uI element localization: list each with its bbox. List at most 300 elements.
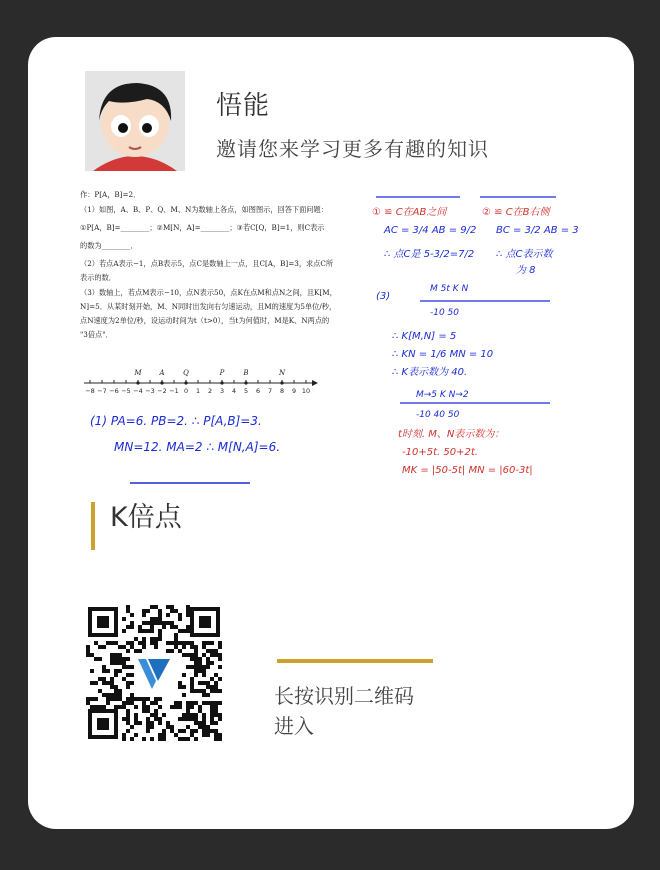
qr-module — [126, 701, 130, 705]
tick-label: 1 — [195, 387, 201, 395]
tick-label: −4 — [133, 387, 143, 395]
qr-module — [166, 649, 170, 653]
qr-module — [114, 685, 118, 689]
qr-module — [94, 705, 98, 709]
qr-module — [102, 705, 106, 709]
qr-module — [150, 701, 154, 705]
qr-module — [174, 609, 178, 613]
qr-module — [122, 705, 126, 709]
qr-module — [114, 641, 118, 645]
axis-point-label: B — [243, 369, 249, 377]
qr-module — [150, 713, 154, 717]
qr-module — [194, 653, 198, 657]
qr-module — [150, 737, 154, 741]
qr-module — [122, 617, 126, 621]
qr-module — [202, 645, 206, 649]
qr-module — [194, 661, 198, 665]
qr-module — [146, 705, 150, 709]
handwriting-line: ② ≌ C在B右侧 — [482, 207, 550, 218]
qr-module — [130, 693, 134, 697]
qr-module — [214, 685, 218, 689]
qr-module — [210, 701, 214, 705]
qr-module — [210, 709, 214, 713]
qr-module — [218, 713, 222, 717]
article-preview-image[interactable] — [80, 187, 580, 476]
qr-module — [142, 701, 146, 705]
qr-module — [150, 721, 154, 725]
qr-module — [174, 705, 178, 709]
qr-module — [142, 637, 146, 641]
qr-module — [130, 725, 134, 729]
handwriting-line: M 5t K N — [430, 284, 469, 294]
qr-module — [122, 661, 126, 665]
qr-module — [114, 661, 118, 665]
qr-module — [210, 705, 214, 709]
hint-divider — [277, 659, 433, 663]
qr-module — [178, 617, 182, 621]
qr-module — [106, 681, 110, 685]
tick-label: −6 — [109, 387, 119, 395]
qr-module — [142, 621, 146, 625]
axis-point — [184, 381, 187, 384]
qr-module — [150, 637, 154, 641]
qr-module — [114, 689, 118, 693]
qr-module — [186, 705, 190, 709]
qr-module — [182, 673, 186, 677]
qr-module — [162, 625, 166, 629]
qr-module — [130, 621, 134, 625]
qr-module — [198, 725, 202, 729]
qr-module — [158, 637, 162, 641]
share-card — [28, 37, 634, 829]
qr-module — [114, 657, 118, 661]
qr-module — [190, 681, 194, 685]
qr-module — [126, 709, 130, 713]
axis-point — [136, 381, 139, 384]
qr-module — [218, 701, 222, 705]
qr-module — [174, 645, 178, 649]
qr-module — [86, 653, 90, 657]
axis-point-label: A — [159, 369, 165, 377]
qr-module — [186, 625, 190, 629]
qr-module — [122, 717, 126, 721]
tick-label: −1 — [169, 387, 179, 395]
qr-module — [186, 609, 190, 613]
tick-label: 10 — [301, 387, 311, 395]
qr-module — [202, 681, 206, 685]
qr-module — [186, 701, 190, 705]
qr-module — [142, 613, 146, 617]
problem-line: 表示的数． — [80, 273, 116, 282]
qr-module — [194, 689, 198, 693]
qr-module — [138, 625, 142, 629]
qr-module — [198, 665, 202, 669]
qr-module — [198, 681, 202, 685]
qr-module — [206, 685, 210, 689]
qr-module — [206, 665, 210, 669]
handwriting-line: MN=12. MA=2 ∴ M[N,A]=6. — [114, 440, 281, 454]
qr-module — [94, 641, 98, 645]
qr-module — [126, 625, 130, 629]
qr-module — [166, 725, 170, 729]
qr-module — [202, 689, 206, 693]
qr-module — [90, 705, 94, 709]
qr-module — [210, 641, 214, 645]
qr-module — [126, 681, 130, 685]
qr-module — [106, 641, 110, 645]
tick-label: 2 — [207, 387, 213, 395]
qr-module — [98, 705, 102, 709]
qr-module — [186, 653, 190, 657]
qr-module — [182, 629, 186, 633]
qr-module — [114, 697, 118, 701]
qr-module — [138, 649, 142, 653]
qr-module — [158, 609, 162, 613]
qr-module — [202, 713, 206, 717]
qr-module — [134, 705, 138, 709]
qr-module — [202, 701, 206, 705]
qr-module — [118, 697, 122, 701]
handwriting-line: (3) — [376, 291, 391, 302]
tick-label: 3 — [219, 387, 225, 395]
qr-module — [122, 657, 126, 661]
qr-module — [202, 653, 206, 657]
qr-module — [182, 653, 186, 657]
qr-module — [190, 645, 194, 649]
qr-module — [86, 645, 90, 649]
qr-module — [210, 677, 214, 681]
qr-module — [130, 625, 134, 629]
qr-module — [118, 657, 122, 661]
qr-module — [130, 737, 134, 741]
qr-module — [206, 681, 210, 685]
tick-label: −5 — [121, 387, 131, 395]
qr-module — [130, 673, 134, 677]
qr-module — [114, 673, 118, 677]
problem-line: ①P[A，B]=________；②M[N，A]=________；③若C[Q，B]=1，则C表示 — [80, 223, 325, 232]
qr-module — [90, 681, 94, 685]
qr-module — [146, 721, 150, 725]
tick-label: −2 — [157, 387, 167, 395]
qr-module — [158, 617, 162, 621]
tick-label: 5 — [243, 387, 249, 395]
qr-module — [94, 657, 98, 661]
handwriting-line: ∴ 点C是 5-3/2=7/2 — [384, 249, 475, 260]
qr-module — [178, 641, 182, 645]
qr-module — [214, 721, 218, 725]
qr-module — [214, 649, 218, 653]
qr-module — [206, 693, 210, 697]
qr-module — [126, 665, 130, 669]
qr-module — [110, 681, 114, 685]
qr-module — [102, 693, 106, 697]
tick-label: 0 — [183, 387, 189, 395]
qr-module — [166, 621, 170, 625]
qr-module — [142, 629, 146, 633]
qr-module — [170, 609, 174, 613]
qr-module — [126, 729, 130, 733]
article-title: K倍点 — [110, 502, 182, 533]
qr-module — [126, 697, 130, 701]
math-notes-illustration — [80, 187, 580, 476]
qr-module — [194, 701, 198, 705]
qr-module — [174, 633, 178, 637]
qr-module — [110, 697, 114, 701]
qr-module — [146, 697, 150, 701]
handwriting-line: (1) PA=6. PB=2. ∴ P[A,B]=3. — [90, 414, 262, 428]
qr-module — [134, 717, 138, 721]
qr-module — [218, 657, 222, 661]
avatar[interactable] — [85, 71, 185, 171]
title-accent-bar — [91, 502, 95, 550]
qr-module — [158, 621, 162, 625]
qr-module — [178, 649, 182, 653]
qr-module — [102, 677, 106, 681]
qr-module — [158, 733, 162, 737]
tick-label: −3 — [145, 387, 155, 395]
qr-module — [114, 653, 118, 657]
qr-module — [150, 641, 154, 645]
axis-point-label: N — [278, 369, 286, 377]
qr-module — [186, 665, 190, 669]
axis-point-label: Q — [183, 369, 189, 377]
qr-module — [190, 685, 194, 689]
qr-module — [214, 737, 218, 741]
qr-module — [210, 689, 214, 693]
qr-module — [198, 709, 202, 713]
qr-module — [106, 669, 110, 673]
qr-module — [110, 641, 114, 645]
qr-module — [122, 677, 126, 681]
qr-module — [118, 653, 122, 657]
qr-module — [146, 609, 150, 613]
qr-module — [206, 733, 210, 737]
qr-module — [98, 677, 102, 681]
profile-name: 悟能 — [216, 91, 271, 121]
qr-module — [130, 665, 134, 669]
qr-module — [142, 737, 146, 741]
qr-module — [126, 713, 130, 717]
qr-module — [158, 629, 162, 633]
qr-module — [122, 737, 126, 741]
qr-module — [170, 705, 174, 709]
qr-module — [106, 693, 110, 697]
qr-module — [206, 661, 210, 665]
qr-module — [186, 641, 190, 645]
handwriting-line: BC = 3/2 AB = 3 — [496, 225, 579, 236]
qr-module — [214, 705, 218, 709]
qr-module — [210, 717, 214, 721]
qr-module — [130, 701, 134, 705]
axis-point — [220, 381, 223, 384]
tick-label: 4 — [231, 387, 237, 395]
qr-module — [154, 621, 158, 625]
qr-module — [146, 725, 150, 729]
qr-module — [154, 713, 158, 717]
qr-module — [130, 613, 134, 617]
qr-module — [142, 609, 146, 613]
handwriting-line: M→5 K N→2 — [416, 390, 469, 400]
qr-module — [218, 689, 222, 693]
qr-module — [218, 665, 222, 669]
qr-module — [198, 721, 202, 725]
qr-module — [98, 689, 102, 693]
qr-module — [150, 605, 154, 609]
qr-module — [214, 681, 218, 685]
qr-module — [154, 637, 158, 641]
handwriting-line: -10+5t. 50+2t. — [402, 447, 478, 458]
qr-module — [158, 737, 162, 741]
qr-module — [178, 701, 182, 705]
handwriting-line: -10 40 50 — [416, 410, 460, 420]
qr-module — [90, 697, 94, 701]
handwriting-line: AC = 3/4 AB = 9/2 — [384, 225, 477, 236]
qr-module — [114, 705, 118, 709]
qr-module — [114, 693, 118, 697]
qr-module — [102, 665, 106, 669]
handwriting-line: t时刻. M、N表示数为： — [398, 429, 505, 440]
qr-module — [194, 729, 198, 733]
qr-module — [146, 629, 150, 633]
qr-module — [86, 701, 90, 705]
qr-module — [98, 645, 102, 649]
qr-module — [186, 709, 190, 713]
qr-module — [126, 717, 130, 721]
qr-module — [106, 701, 110, 705]
tick-label: −7 — [97, 387, 107, 395]
qr-module — [214, 701, 218, 705]
qr-module — [218, 653, 222, 657]
qr-module — [126, 641, 130, 645]
qr-module — [194, 657, 198, 661]
qr-module — [190, 657, 194, 661]
qr-module — [178, 685, 182, 689]
handwriting-line: ① ≌ C在AB之间 — [372, 207, 447, 218]
qr-module — [154, 701, 158, 705]
qr-module — [202, 665, 206, 669]
qr-module — [162, 737, 166, 741]
qr-module — [150, 629, 154, 633]
qr-module — [130, 641, 134, 645]
qr-module — [194, 737, 198, 741]
qr-module — [198, 669, 202, 673]
tick-label: 8 — [279, 387, 285, 395]
qr-module — [182, 693, 186, 697]
qr-module — [162, 733, 166, 737]
qr-module — [178, 737, 182, 741]
qr-module — [118, 669, 122, 673]
axis-point-label: P — [219, 369, 225, 377]
qr-module — [162, 621, 166, 625]
qr-module — [194, 717, 198, 721]
qr-module — [210, 649, 214, 653]
qr-module — [170, 729, 174, 733]
qr-module — [202, 717, 206, 721]
qr-module — [158, 721, 162, 725]
qr-module — [210, 653, 214, 657]
qr-module — [206, 725, 210, 729]
qr-module — [210, 661, 214, 665]
qr-module — [218, 717, 222, 721]
qr-module — [218, 641, 222, 645]
problem-line: 的数为________． — [80, 241, 138, 250]
qr-module — [194, 669, 198, 673]
qr-module — [186, 737, 190, 741]
qr-module — [210, 713, 214, 717]
qr-module — [122, 629, 126, 633]
qr-module — [190, 733, 194, 737]
qr-module — [118, 661, 122, 665]
qr-module — [138, 629, 142, 633]
qr-module — [190, 689, 194, 693]
qr-module — [158, 633, 162, 637]
qr-module — [154, 645, 158, 649]
qr-module — [154, 617, 158, 621]
qr-module — [118, 705, 122, 709]
qr-module — [134, 637, 138, 641]
qr-module — [150, 617, 154, 621]
qr-module — [146, 729, 150, 733]
qr-module — [122, 645, 126, 649]
qr-module — [134, 733, 138, 737]
problem-line: 点N速度为2单位/秒，设运动时间为t（t>0），当t为何值时，M是K、N两点的 — [80, 316, 330, 325]
qr-module — [198, 657, 202, 661]
qr-module — [142, 705, 146, 709]
qr-code[interactable] — [86, 605, 222, 741]
qr-module — [110, 661, 114, 665]
qr-module — [158, 717, 162, 721]
profile-subtitle: 邀请您来学习更多有趣的知识 — [216, 137, 489, 161]
qr-module — [154, 709, 158, 713]
tick-label: 7 — [267, 387, 273, 395]
qr-module — [202, 693, 206, 697]
qr-module — [154, 717, 158, 721]
qr-module — [214, 713, 218, 717]
qr-module — [214, 729, 218, 733]
qr-module — [166, 613, 170, 617]
qr-module — [178, 613, 182, 617]
qr-module — [118, 645, 122, 649]
qr-module — [202, 669, 206, 673]
qr-module — [190, 717, 194, 721]
qr-module — [210, 721, 214, 725]
qr-module — [170, 725, 174, 729]
qr-module — [190, 729, 194, 733]
qr-hint-line: 进入 — [274, 714, 314, 738]
qr-module — [126, 721, 130, 725]
qr-module — [214, 733, 218, 737]
qr-module — [186, 725, 190, 729]
qr-module — [218, 645, 222, 649]
qr-module — [218, 733, 222, 737]
qr-module — [218, 677, 222, 681]
qr-module — [186, 713, 190, 717]
problem-line: （2）若点A表示−1，点B表示5，点C是数轴上一点，且C[A，B]=3，求点C所 — [80, 259, 334, 268]
qr-module — [170, 605, 174, 609]
qr-module — [202, 673, 206, 677]
problem-line: N]=5．从某时刻开始，M、N同时出发向右匀速运动，且M的速度为5单位/秒， — [80, 302, 337, 311]
qr-module — [182, 685, 186, 689]
qr-module — [214, 653, 218, 657]
problem-line: （3）数轴上，若点M表示−10，点N表示50，点K在点M和点N之间，且K[M， — [80, 288, 337, 297]
axis-point — [244, 381, 247, 384]
qr-module — [122, 701, 126, 705]
handwriting-line: -10 50 — [430, 308, 460, 318]
qr-module — [190, 641, 194, 645]
qr-module — [182, 729, 186, 733]
qr-module — [202, 641, 206, 645]
qr-module — [202, 725, 206, 729]
